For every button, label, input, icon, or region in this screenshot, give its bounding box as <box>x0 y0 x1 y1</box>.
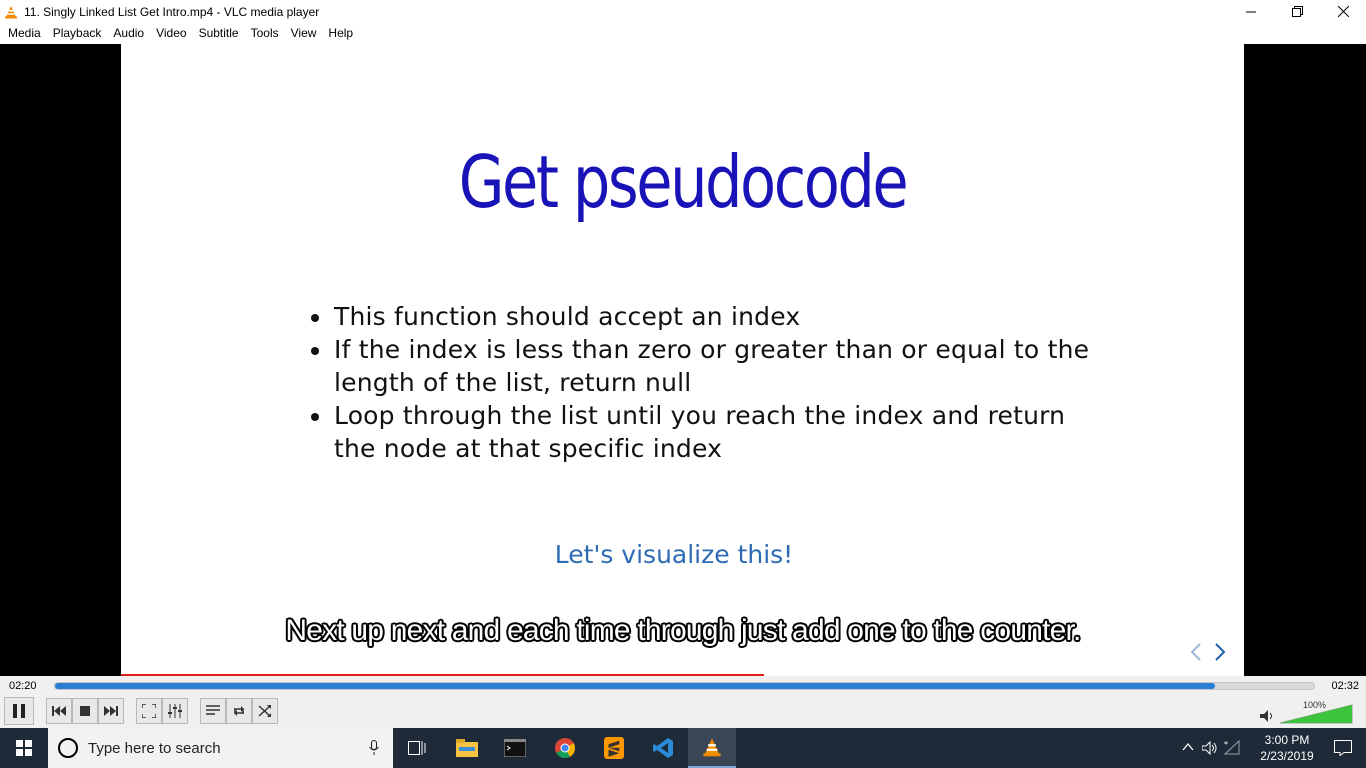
previous-button[interactable] <box>46 698 72 724</box>
volume-percent: 100% <box>1302 700 1326 710</box>
terminal-icon <box>504 739 526 757</box>
clock-time: 3:00 PM <box>1264 733 1310 747</box>
taskbar-search[interactable] <box>48 728 393 768</box>
windows-logo-icon <box>16 740 32 756</box>
total-time[interactable]: 02:32 <box>1331 680 1359 692</box>
pause-icon <box>12 703 26 719</box>
restore-icon <box>1292 6 1303 17</box>
seek-bar-fill <box>55 683 1215 689</box>
chrome-button[interactable] <box>541 728 589 768</box>
menu-tools[interactable]: Tools <box>250 26 279 40</box>
slide <box>121 44 1244 676</box>
sublime-text-icon <box>604 737 624 759</box>
video-area[interactable] <box>0 44 1366 676</box>
clock-date: 2/23/2019 <box>1260 749 1314 763</box>
loop-icon <box>231 705 247 717</box>
skip-previous-icon <box>52 706 66 716</box>
terminal-button[interactable] <box>491 728 539 768</box>
start-button[interactable] <box>0 728 48 768</box>
search-placeholder: Type here to search <box>88 739 221 757</box>
fullscreen-button[interactable] <box>136 698 162 724</box>
minimize-button[interactable] <box>1228 0 1274 23</box>
volume-slider[interactable] <box>1280 704 1354 724</box>
vscode-button[interactable] <box>639 728 687 768</box>
bullet-item: If the index is less than zero or greater than or equal to the length of the list, return null <box>311 333 1111 399</box>
notifications-icon[interactable] <box>1334 740 1352 756</box>
menu-playback[interactable]: Playback <box>52 26 102 40</box>
folder-icon <box>456 739 478 757</box>
task-view-icon <box>408 741 426 755</box>
vlc-cone-icon <box>4 5 18 19</box>
system-tray <box>1166 728 1366 768</box>
fullscreen-icon <box>142 704 156 718</box>
playlist-icon <box>206 705 220 717</box>
bullet-item: Loop through the list until you reach the index and return the node at that specific index <box>311 399 1111 465</box>
slide-title: Get pseudocode <box>458 140 907 224</box>
svg-text:*: * <box>1224 740 1228 749</box>
menu-media[interactable]: Media <box>8 26 41 40</box>
task-view-button[interactable] <box>393 728 441 768</box>
title-bar <box>0 0 1366 23</box>
menu-bar <box>0 23 1366 44</box>
stop-button[interactable] <box>72 698 98 724</box>
vscode-icon <box>652 737 674 759</box>
playlist-button[interactable] <box>200 698 226 724</box>
window-title: 11. Singly Linked List Get Intro.mp4 - VLC media player <box>24 4 320 19</box>
player-controls <box>0 676 1366 728</box>
sublime-text-button[interactable] <box>590 728 638 768</box>
menu-subtitle[interactable]: Subtitle <box>198 26 239 40</box>
bullet-list <box>311 300 1111 465</box>
chrome-icon <box>554 737 576 759</box>
loop-button[interactable] <box>226 698 252 724</box>
elapsed-time[interactable]: 02:20 <box>9 680 37 692</box>
wifi-icon[interactable] <box>1224 740 1240 756</box>
close-button[interactable] <box>1320 0 1366 23</box>
bullet-item: This function should accept an index <box>311 300 1111 333</box>
restore-button[interactable] <box>1274 0 1320 23</box>
equalizer-icon <box>168 704 182 718</box>
taskbar <box>0 728 1366 768</box>
menu-video[interactable]: Video <box>156 26 187 40</box>
cortana-icon <box>58 738 78 758</box>
stop-icon <box>80 706 90 716</box>
file-explorer-button[interactable] <box>443 728 491 768</box>
subtitle-text: Next up next and each time through just add one to the counter. <box>285 614 1081 647</box>
menu-help[interactable]: Help <box>328 26 354 40</box>
volume-control[interactable] <box>1260 698 1360 724</box>
slide-cta: Let's visualize this! <box>554 540 794 569</box>
next-button[interactable] <box>98 698 124 724</box>
vlc-taskbar-button[interactable] <box>688 728 736 768</box>
vlc-cone-icon <box>702 737 722 757</box>
shuffle-icon <box>258 705 272 717</box>
speaker-icon <box>1260 710 1274 722</box>
clock[interactable] <box>1252 732 1322 764</box>
shuffle-button[interactable] <box>252 698 278 724</box>
menu-audio[interactable]: Audio <box>113 26 145 40</box>
menu-view[interactable]: View <box>290 26 317 40</box>
extended-settings-button[interactable] <box>162 698 188 724</box>
close-icon <box>1338 6 1349 17</box>
seek-bar[interactable] <box>54 682 1315 690</box>
chevron-up-icon[interactable] <box>1182 742 1194 752</box>
pause-button[interactable] <box>4 697 34 725</box>
volume-icon[interactable] <box>1202 741 1218 755</box>
microphone-icon[interactable] <box>369 740 379 756</box>
minimize-icon <box>1246 7 1256 17</box>
skip-next-icon <box>104 706 118 716</box>
